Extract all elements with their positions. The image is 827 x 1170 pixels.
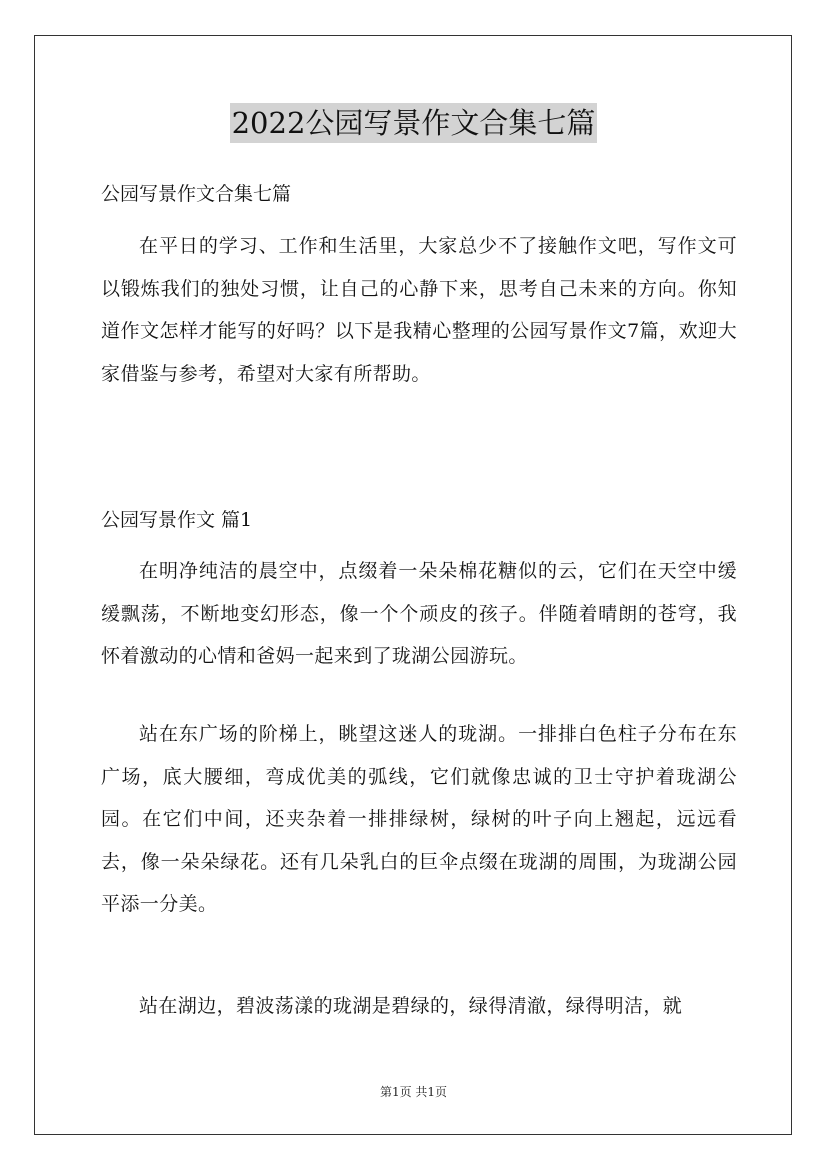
title-container: [0, 103, 827, 143]
document-subtitle: 公园写景作文合集七篇: [101, 183, 292, 205]
body-paragraph-2: 站在东广场的阶梯上，眺望这迷人的珑湖。一排排白色柱子分布在东广场，底大腰细，弯成优美的弧线，它们就像忠诚的卫士守护着珑湖公园。在它们中间，还夹杂着一排排绿树，绿树的叶子向上翘起，远远看去，像一朵朵绿花。还有几朵乳白的巨伞点缀在珑湖的周围，为珑湖公园平添一分美。: [101, 723, 737, 915]
body-paragraph-1: 在明净纯洁的晨空中，点缀着一朵朵棉花糖似的云，它们在天空中缓缓飘荡，不断地变幻形态，像一个个顽皮的孩子。伴随着晴朗的苍穹，我怀着激动的心情和爸妈一起来到了珑湖公园游玩。: [101, 560, 737, 667]
page-footer: 第1页 共1页: [379, 1085, 448, 1099]
intro-paragraph: 在平日的学习、工作和生活里，大家总少不了接触作文吧，写作文可以锻炼我们的独处习惯，让自己的心静下来，思考自己未来的方向。你知道作文怎样才能写的好吗？以下是我精心整理的公园写景作文7篇，欢迎大家借鉴与参考，希望对大家有所帮助。: [101, 235, 737, 385]
section-heading: 公园写景作文 篇1: [101, 509, 253, 531]
body-paragraph-3: 站在湖边，碧波荡漾的珑湖是碧绿的，绿得清澈，绿得明洁，就: [139, 995, 683, 1017]
document-title: 2022公园写景作文合集七篇: [230, 103, 598, 143]
